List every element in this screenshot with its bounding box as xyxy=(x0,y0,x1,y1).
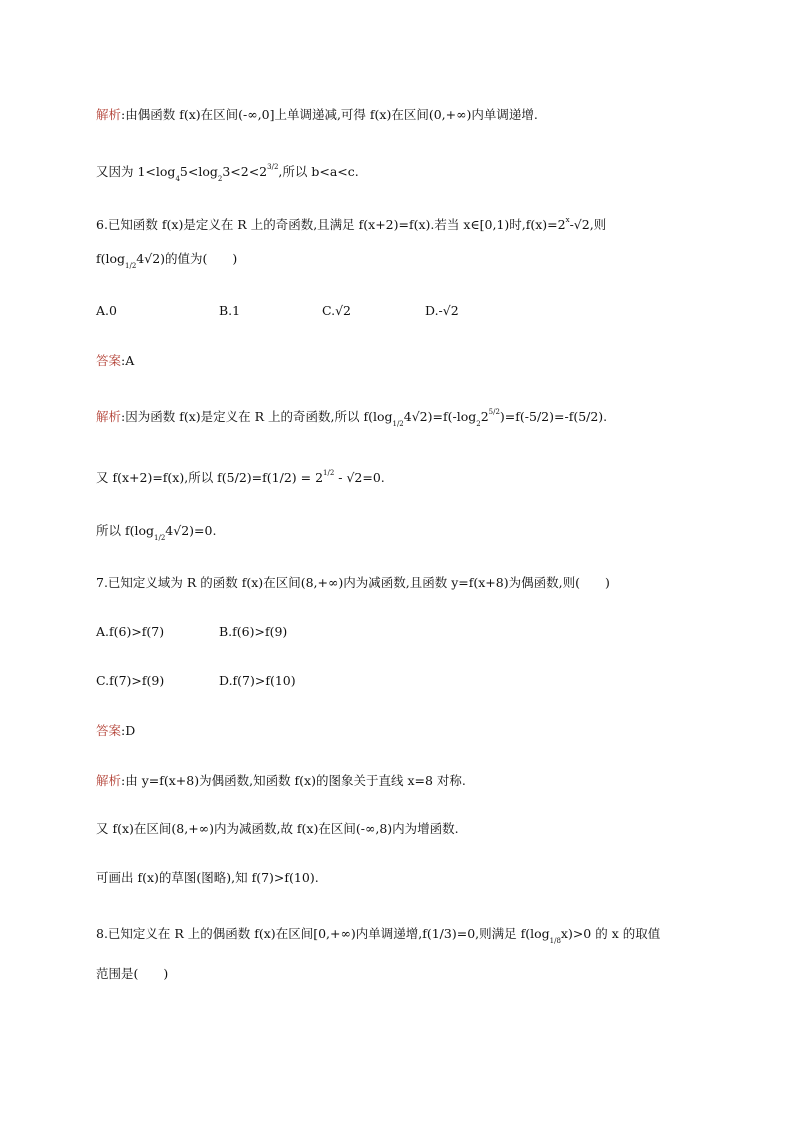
text-part: 3<2<2 xyxy=(222,164,268,179)
q6-option-b: B.1 xyxy=(219,303,241,318)
q6-analysis-line-3 xyxy=(96,522,216,542)
analysis-label: 解析 xyxy=(96,773,122,788)
q7-answer xyxy=(96,722,135,740)
q7-option-a: A.f(6)>f(7) xyxy=(96,624,165,639)
q6-stem-line-2 xyxy=(96,250,237,270)
q6-answer xyxy=(96,352,134,370)
answer-label: 答案 xyxy=(96,353,122,368)
answer-value: A xyxy=(125,353,135,368)
text-part: x)>0 的 x 的取值 xyxy=(560,926,661,941)
subscript: 1/2 xyxy=(154,534,166,542)
q8-stem-line-2: 范围是( ) xyxy=(96,966,169,981)
analysis-line-1 xyxy=(96,106,538,124)
text-part: 4√2)=f(-log xyxy=(403,409,477,424)
subscript: 2 xyxy=(476,420,481,428)
analysis-text: 由偶函数 f(x)在区间(-∞,0]上单调递减,可得 f(x)在区间(0,+∞)内单调递增. xyxy=(125,107,538,122)
text-part: ,所以 b<a<c. xyxy=(278,164,359,179)
text-part: 2 xyxy=(480,409,489,424)
text-part: f(log xyxy=(96,251,126,266)
q7-option-d: D.f(7)>f(10) xyxy=(219,673,296,688)
colon: : xyxy=(121,773,126,788)
subscript: 1/8 xyxy=(549,937,561,945)
superscript: 5/2 xyxy=(488,408,500,416)
text-part: 由 y=f(x+8)为偶函数,知函数 f(x)的图象关于直线 x=8 对称. xyxy=(125,773,466,788)
text-part: - √2=0. xyxy=(334,470,385,485)
q6-stem-line-1 xyxy=(96,216,606,236)
q7-stem: 7.已知定义域为 R 的函数 f(x)在区间(8,+∞)内为减函数,且函数 y=f(x+8)为偶函数,则( ) xyxy=(96,575,610,590)
q7-analysis-line-1 xyxy=(96,772,466,790)
q6-analysis-line-2 xyxy=(96,469,385,489)
q6-analysis-line-1 xyxy=(96,408,607,428)
text-part: 又因为 1<log xyxy=(96,164,176,179)
q6-option-d: D.-√2 xyxy=(425,303,459,318)
subscript: 4 xyxy=(175,175,180,183)
text-part: 6.已知函数 f(x)是定义在 R 上的奇函数,且满足 f(x+2)=f(x).若当 x∈[0,1)时,f(x)=2 xyxy=(96,217,566,232)
text-part: 8.已知定义在 R 上的偶函数 f(x)在区间[0,+∞)内单调递增,f(1/3)=0,则满足 f(log xyxy=(96,926,550,941)
colon: : xyxy=(121,723,126,738)
colon: : xyxy=(121,409,126,424)
q8-stem-line-1 xyxy=(96,925,660,945)
subscript: 1/2 xyxy=(125,262,137,270)
q7-option-c: C.f(7)>f(9) xyxy=(96,673,165,688)
text-part: )=f(-5/2)=-f(5/2). xyxy=(499,409,608,424)
text-part: 4√2)的值为( ) xyxy=(136,251,238,266)
superscript: 3/2 xyxy=(267,163,279,171)
answer-value: D xyxy=(125,723,136,738)
text-part: -√2,则 xyxy=(569,217,607,232)
analysis-line-2 xyxy=(96,163,359,183)
text-part: 又 f(x+2)=f(x),所以 f(5/2)=f(1/2) = 2 xyxy=(96,470,324,485)
text-part: 所以 f(log xyxy=(96,523,155,538)
q6-option-c: C.√2 xyxy=(322,303,352,318)
colon: : xyxy=(121,353,126,368)
subscript: 2 xyxy=(217,175,223,183)
superscript: x xyxy=(565,216,570,224)
analysis-label: 解析 xyxy=(96,409,122,424)
subscript: 1/2 xyxy=(392,420,404,428)
q7-option-b: B.f(6)>f(9) xyxy=(219,624,288,639)
superscript: 1/2 xyxy=(323,469,335,477)
text-part: 4√2)=0. xyxy=(165,523,217,538)
analysis-label: 解析 xyxy=(96,107,122,122)
text-part: 因为函数 f(x)是定义在 R 上的奇函数,所以 f(log xyxy=(125,409,393,424)
text-part: 5<log xyxy=(179,164,218,179)
q7-analysis-line-2: 又 f(x)在区间(8,+∞)内为减函数,故 f(x)在区间(-∞,8)内为增函数. xyxy=(96,821,459,836)
answer-label: 答案 xyxy=(96,723,122,738)
q7-analysis-line-3: 可画出 f(x)的草图(图略),知 f(7)>f(10). xyxy=(96,870,319,885)
q6-option-a: A.0 xyxy=(96,303,117,318)
colon: : xyxy=(121,107,126,122)
